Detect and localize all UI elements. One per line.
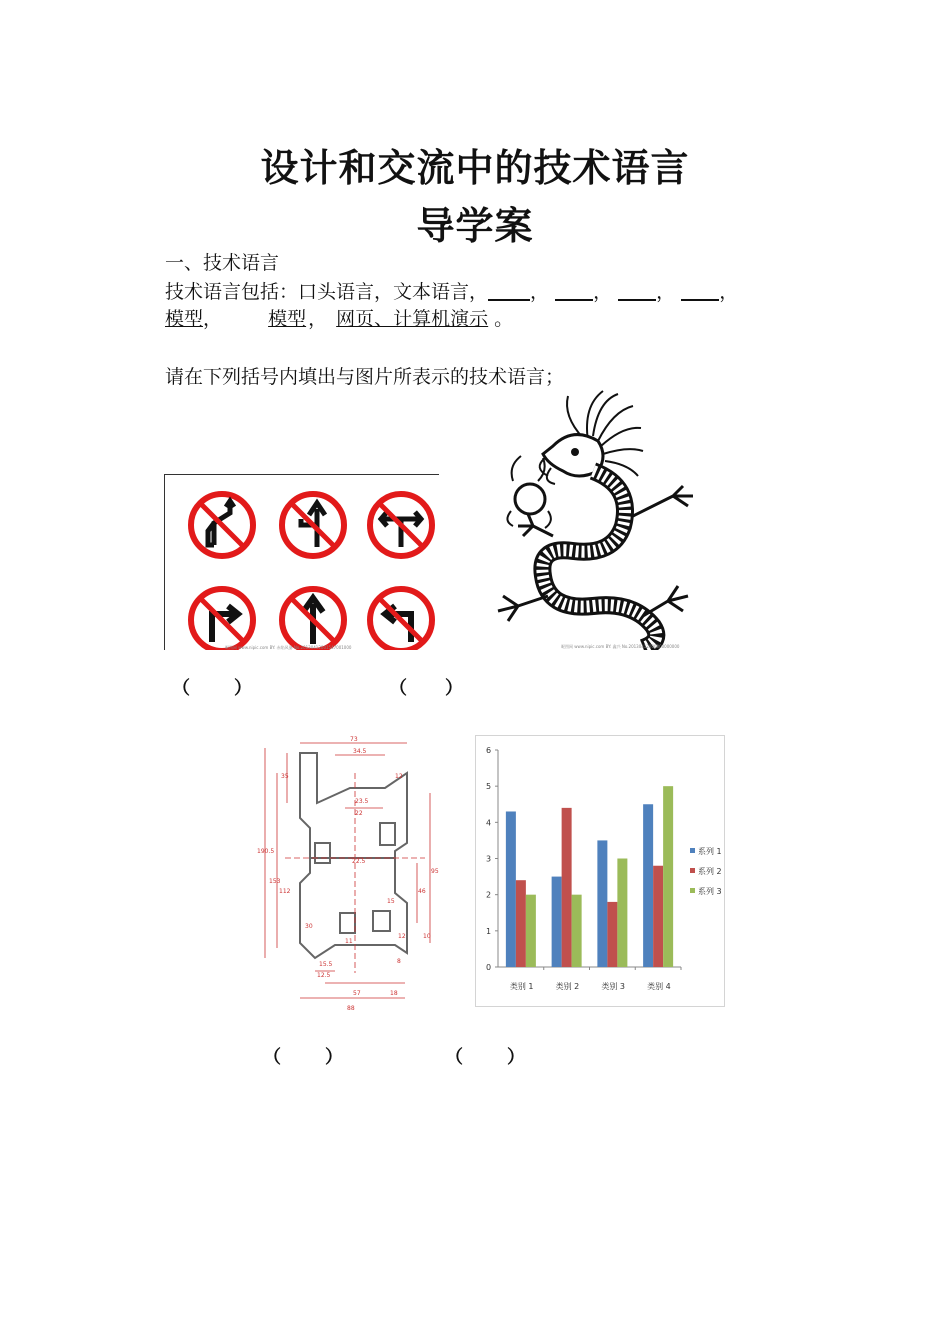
technical-drawing-image: [255, 733, 440, 1015]
bar: [562, 808, 572, 967]
legend-swatch: [690, 868, 695, 873]
legend-label: 系列 3: [698, 887, 722, 896]
fill-blank-2[interactable]: [555, 281, 593, 301]
intro-line-1: 技术语言包括：口头语言，文本语言， ， ， ， ，: [165, 281, 739, 303]
dim-label: 190.5: [257, 848, 275, 855]
y-tick-label: 2: [486, 890, 492, 900]
dim-label: 12.5: [317, 972, 331, 979]
no-left-right-sign-icon: [370, 494, 432, 556]
legend-label: 系列 2: [698, 867, 722, 876]
bar: [653, 866, 663, 967]
dim-label: 22: [355, 810, 363, 817]
bar: [552, 877, 562, 967]
no-turn-sign-icon: [191, 494, 253, 556]
answer-box-dragon[interactable]: （ ）: [389, 678, 463, 699]
intro-prefix: 技术语言包括：口头语言，文本语言，: [165, 281, 489, 303]
no-right-turn-sign-icon: [191, 589, 253, 650]
fill-blank-1[interactable]: [488, 281, 530, 301]
watermark-left: 昵图网 www.nipic.com BY: 赤焰风暴 No.20130412001547001000: [225, 645, 352, 650]
model-word: 模型: [165, 308, 204, 330]
dim-label: 10: [423, 933, 431, 940]
dim-label: 12: [398, 933, 406, 940]
no-straight-sign-icon: [282, 589, 344, 650]
y-tick-label: 4: [486, 818, 492, 828]
model-blank: 模型: [268, 308, 307, 330]
x-tick-label: 类别 4: [647, 982, 671, 991]
y-tick-label: 5: [486, 782, 492, 792]
page-subtitle: 导学案: [416, 203, 534, 248]
dragon-image: [493, 386, 705, 650]
bar: [506, 811, 516, 967]
instruction-text: 请在下列括号内填出与图片所表示的技术语言；: [165, 366, 565, 388]
bar: [597, 840, 607, 967]
technical-drawing-svg: [255, 733, 440, 1015]
watermark-right: 昵图网 www.nipic.com BY: 鑫兴 No.20130412000000000000: [561, 644, 680, 649]
dim-label: 95: [431, 868, 439, 875]
dim-label: 153: [269, 878, 281, 885]
dim-label: 12: [395, 773, 403, 780]
dim-label: 8: [397, 958, 401, 965]
bar: [643, 804, 653, 967]
bar: [526, 895, 536, 967]
traffic-signs-image: [164, 474, 439, 650]
dim-label: 15: [387, 898, 395, 905]
y-tick-label: 1: [486, 926, 492, 936]
dim-label: 34.5: [353, 748, 367, 755]
answer-box-traffic-signs[interactable]: （ ）: [172, 678, 252, 699]
traffic-signs-svg: [165, 475, 439, 650]
legend-swatch: [690, 848, 695, 853]
fill-blank-3[interactable]: [618, 281, 656, 301]
y-tick-label: 0: [486, 963, 492, 972]
dim-label: 73: [350, 736, 358, 743]
dim-label: 57: [353, 990, 361, 997]
dim-label: 46: [418, 888, 426, 895]
dim-label: 23.5: [355, 798, 369, 805]
bar: [516, 880, 526, 967]
bar: [617, 859, 627, 968]
web-demo-text: 网页、计算机演示: [336, 308, 489, 330]
bar-chart: [476, 736, 724, 1006]
dim-label: 11: [345, 938, 353, 945]
dim-label: 30: [305, 923, 313, 930]
dim-label: 35: [281, 773, 289, 780]
bar: [663, 786, 673, 967]
x-tick-label: 类别 3: [601, 982, 626, 991]
x-tick-label: 类别 2: [555, 982, 580, 991]
dim-label: 18: [390, 990, 398, 997]
answer-box-chart[interactable]: （ ）: [445, 1047, 525, 1068]
legend-label: 系列 1: [698, 847, 722, 856]
bar: [572, 895, 582, 967]
no-straight-left-sign-icon: [282, 494, 344, 556]
legend-swatch: [690, 888, 695, 893]
dim-label: 15.5: [319, 961, 333, 968]
page-title: 设计和交流中的技术语言: [260, 145, 690, 190]
dragon-icon: [493, 386, 705, 650]
fill-blank-4[interactable]: [681, 281, 719, 301]
intro-line-2: 模型， 模型 ， 网页、计算机演示 。: [165, 304, 513, 331]
dim-label: 22.5: [352, 858, 366, 865]
bar-chart-image: [475, 735, 725, 1007]
no-left-turn-sign-icon: [370, 589, 432, 650]
x-tick-label: 类别 1: [509, 982, 534, 991]
dim-label: 112: [279, 888, 291, 895]
dim-label: 88: [347, 1005, 355, 1012]
section-heading: 一、技术语言: [165, 252, 280, 274]
y-tick-label: 6: [486, 746, 492, 755]
y-tick-label: 3: [486, 854, 492, 864]
answer-box-drawing[interactable]: （ ）: [263, 1047, 343, 1068]
bar: [607, 902, 617, 967]
